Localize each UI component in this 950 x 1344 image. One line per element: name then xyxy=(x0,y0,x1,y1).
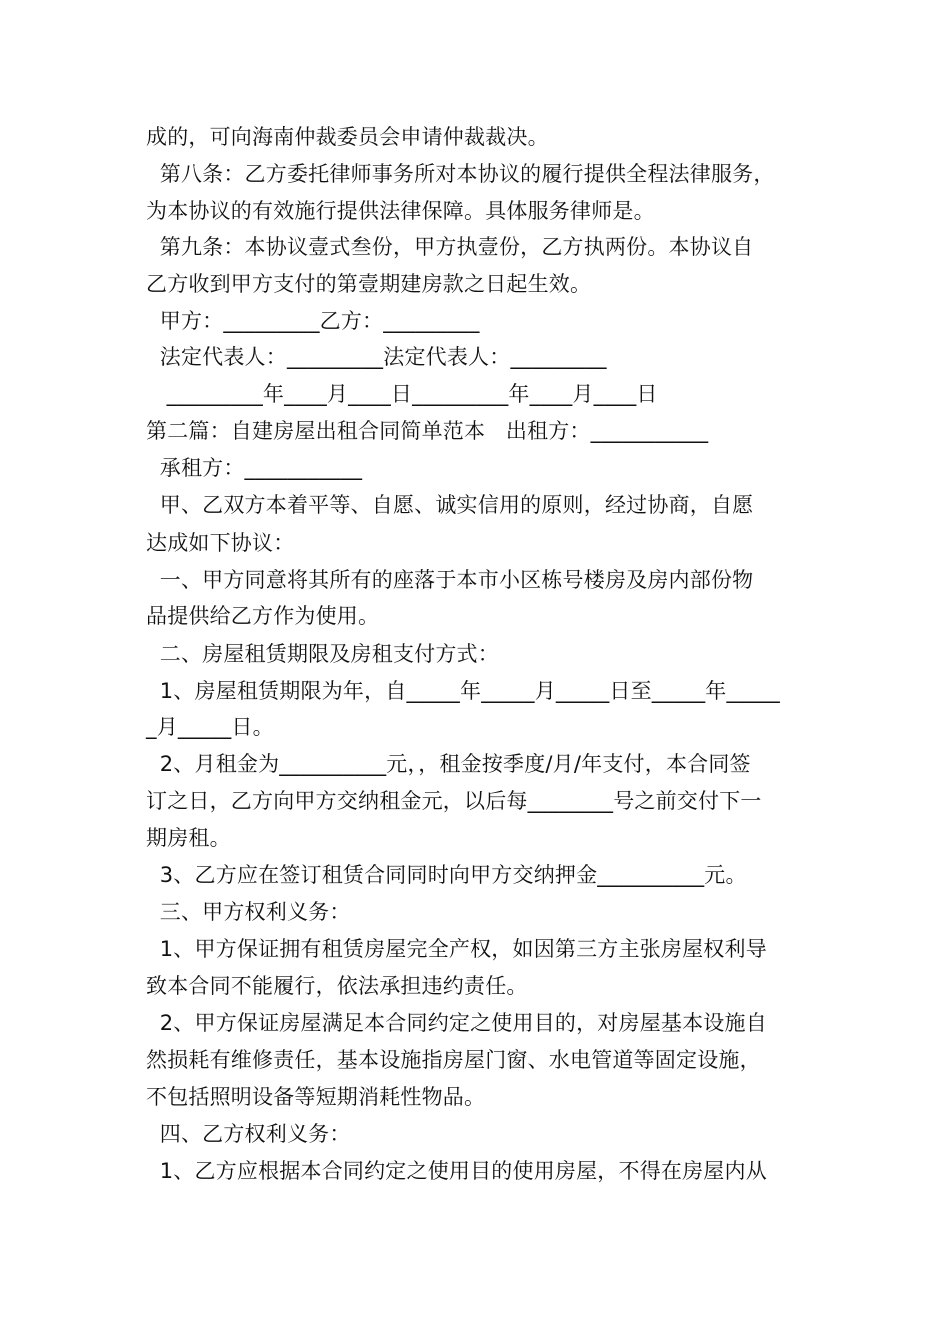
text-line: 法定代表人：_________法定代表人：_________ xyxy=(146,345,607,369)
text-line: 不包括照明设备等短期消耗性物品。 xyxy=(146,1085,486,1109)
text-line: 成的，可向海南仲裁委员会申请仲裁裁决。 xyxy=(146,125,549,149)
text-line: 甲、乙双方本着平等、自愿、诚实信用的原则，经过协商，自愿 xyxy=(146,493,754,517)
text-line: 期房租。 xyxy=(146,826,231,850)
text-line: 承租方：___________ xyxy=(146,456,363,480)
text-line: 二、房屋租赁期限及房租支付方式： xyxy=(146,642,499,666)
text-line: 第二篇：自建房屋出租合同简单范本 出租方：___________ xyxy=(146,419,709,443)
text-line: 订之日，乙方向甲方交纳租金元，以后每________号之前交付下一 xyxy=(146,789,762,813)
text-line: 然损耗有维修责任，基本设施指房屋门窗、水电管道等固定设施， xyxy=(146,1048,761,1072)
text-line: 1、乙方应根据本合同约定之使用目的使用房屋，不得在房屋内从 xyxy=(146,1159,767,1183)
text-line: 四、乙方权利义务： xyxy=(146,1122,351,1146)
text-line: 三、甲方权利义务： xyxy=(146,900,351,924)
text-line: _________年____月____日_________年____月____日 xyxy=(146,382,658,406)
text-line: 一、甲方同意将其所有的座落于本市小区栋号楼房及房内部份物 xyxy=(146,568,754,592)
text-line: 致本合同不能履行，依法承担违约责任。 xyxy=(146,974,528,998)
text-line: 3、乙方应在签订租赁合同同时向甲方交纳押金__________元。 xyxy=(146,863,747,887)
text-line: 1、甲方保证拥有租赁房屋完全产权，如因第三方主张房屋权利导 xyxy=(146,937,767,961)
text-line: 乙方收到甲方支付的第壹期建房款之日起生效。 xyxy=(146,272,592,296)
text-line: 第九条：本协议壹式叁份，甲方执壹份，乙方执两份。本协议自 xyxy=(146,235,754,259)
text-line: 1、房屋租赁期限为年，自_____年_____月_____日至_____年_____ xyxy=(146,679,781,703)
text-line: 为本协议的有效施行提供法律保障。具体服务律师是。 xyxy=(146,199,655,223)
text-line: 2、月租金为__________元，，租金按季度/月/年支付，本合同签 xyxy=(146,752,751,776)
text-line: 达成如下协议： xyxy=(146,531,295,555)
text-line: _月_____日。 xyxy=(146,715,274,739)
text-line: 品提供给乙方作为使用。 xyxy=(146,604,380,628)
text-line: 甲方：_________乙方：_________ xyxy=(146,309,480,333)
text-line: 2、甲方保证房屋满足本合同约定之使用目的，对房屋基本设施自 xyxy=(146,1011,767,1035)
text-line: 第八条：乙方委托律师事务所对本协议的履行提供全程法律服务， xyxy=(146,162,775,186)
